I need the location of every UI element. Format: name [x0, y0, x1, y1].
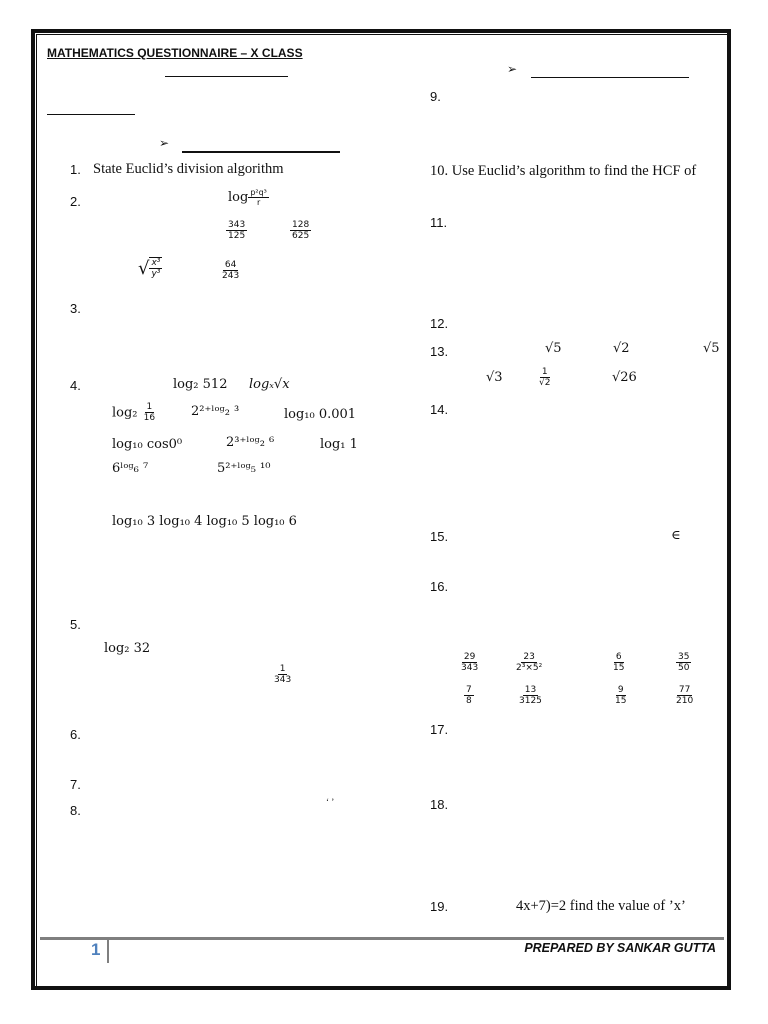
page-number-divider [107, 940, 109, 963]
fraction: $\frac{6}{15}$ [613, 652, 625, 674]
fraction: $\frac{128}{625}$ [292, 220, 310, 242]
fraction: $\frac{77}{210}$ [676, 685, 694, 707]
q2-log-expression [228, 188, 269, 207]
footer-credit: PREPARED BY SANKAR GUTTA [524, 941, 716, 955]
arrow-bullet-icon: ➢ [507, 62, 518, 76]
question-number: 13. [430, 344, 449, 359]
question-number: 5. [70, 617, 81, 632]
question-number: 18. [430, 797, 449, 812]
math-expression: log₁₀ 0.001 [284, 407, 357, 422]
fraction: $\frac{1}{343}$ [274, 664, 292, 686]
math-expression: √5 [703, 341, 720, 356]
question-number: 1. [70, 162, 81, 177]
footer-divider [40, 937, 724, 940]
fraction: $\frac{343}{125}$ [228, 220, 246, 242]
math-expression: log₂ 512 [173, 377, 228, 392]
math-expression: log₂ 32 [104, 641, 151, 656]
question-number: 3. [70, 301, 81, 316]
math-expression: 5²⁺ˡᵒᵍ₅ ¹⁰ [217, 461, 271, 476]
fraction: $\frac{\text{p²q³}}{r}$ [250, 188, 267, 208]
question-number: 7. [70, 777, 81, 792]
question-number: 19. [430, 899, 449, 914]
math-expression: √26 [612, 370, 637, 385]
math-expression: log₁₀ cos0⁰ [112, 437, 183, 452]
blank-line [182, 151, 340, 153]
page-number: 1 [91, 940, 101, 959]
element-of-symbol: ∈ [671, 528, 681, 543]
fraction: $\frac{23}{\text{2³×5²}}$ [516, 652, 543, 674]
log-text: log [228, 190, 249, 206]
question-10-text: 10. Use Euclid’s algorithm to find the HCF of [430, 163, 697, 179]
fraction: $\frac{9}{15}$ [615, 685, 627, 707]
question-number: 14. [430, 402, 449, 417]
fraction: $\frac{35}{50}$ [678, 652, 690, 674]
fraction: $\frac{7}{8}$ [466, 685, 472, 707]
question-number: 12. [430, 316, 449, 331]
fraction: $\frac{1}{√2}$ [539, 367, 551, 389]
blank-line [531, 77, 689, 78]
math-expression: √3 [486, 370, 503, 385]
math-expression: 2³⁺ˡᵒᵍ₂ ⁶ [226, 435, 275, 450]
fraction: $\frac{29}{343}$ [461, 652, 479, 674]
fraction: $\frac{13}{3125}$ [519, 685, 542, 707]
question-number: 15. [430, 529, 449, 544]
fraction: $\frac{64}{243}$ [222, 260, 240, 282]
math-expression: log₁ 1 [320, 437, 358, 452]
arrow-bullet-icon: ➢ [159, 136, 170, 150]
question-number: 6. [70, 727, 81, 742]
question-number: 16. [430, 579, 449, 594]
blank-line [47, 114, 135, 115]
question-1-text: State Euclid’s division algorithm [93, 161, 284, 177]
question-number: 11. [430, 215, 448, 230]
math-expression: √5 [545, 341, 562, 356]
math-expression: logₓ√x [249, 377, 290, 392]
question-number: 4. [70, 378, 81, 393]
question-number: 9. [430, 89, 441, 104]
blank-line [165, 76, 288, 77]
question-19-text: 4x+7)=2 find the value of ’x’ [516, 898, 686, 914]
math-expression: log₂ $\frac{1}{16}$ [112, 402, 156, 424]
math-expression: 6ˡᵒᵍ₆ ⁷ [112, 461, 149, 476]
page-title: MATHEMATICS QUESTIONNAIRE – X CLASS [47, 46, 303, 60]
sqrt-fraction: √ $\frac{\text{x³}}{\text{y³}}$ [138, 257, 161, 280]
math-expression: √2 [613, 341, 630, 356]
question-number: 2. [70, 194, 81, 209]
question-number: 8. [70, 803, 81, 818]
math-expression: 2²⁺ˡᵒᵍ₂ ³ [191, 404, 240, 419]
quote-marks: ‘ ’ [326, 797, 335, 807]
math-expression: log₁₀ 3 log₁₀ 4 log₁₀ 5 log₁₀ 6 [112, 514, 297, 529]
question-number: 17. [430, 722, 449, 737]
